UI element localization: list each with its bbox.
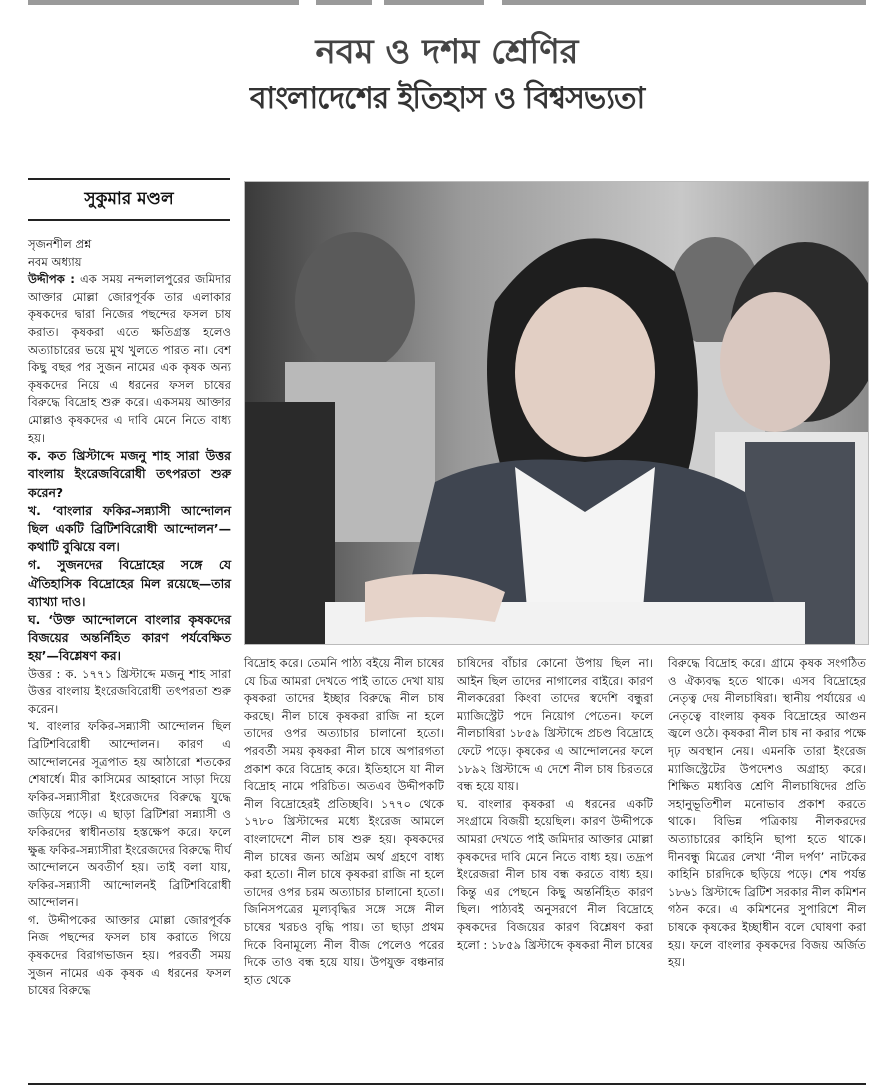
column-3: [457, 655, 653, 954]
chapter-label: নবম অধ্যায়: [28, 254, 82, 269]
author-rule-top: [28, 178, 230, 180]
top-bar-right: [502, 0, 866, 5]
class-kicker: নবম ও দশম শ্রেণির: [315, 32, 579, 72]
top-bar-mid-2: [384, 0, 484, 5]
question-gha: ঘ. ‘উক্ত আন্দোলনে বাংলার কৃষকদের বিজয়ের অন্তর্নিহিত কারণ পর্যবেক্ষিত হয়’—বিশ্লেষণ কর।: [28, 611, 231, 664]
column-3-para-1: চাষিদের বাঁচার কোনো উপায় ছিল না। আইন ছিল তাদের নাগালের বাইরে। কারণ নীলকরেরা কিংবা তাদের স্বদেশি বন্ধুরা ম্যাজিস্ট্রেট পদে নিয়োগ পেতেন। ফলে নীলচাষিরা ১৮৫৯ খ্রিস্টাব্দে প্রচণ্ড বিদ্রোহে ফেটে পড়ে। কৃষকের এ আন্দোলনের ফলে ১৮৯২ খ্রিস্টাব্দে এ দেশে নীল চাষ চিরতরে বন্ধ হয়ে যায়।: [457, 656, 653, 794]
column-2-text: বিদ্রোহ করে। তেমনি পাঠ্য বইয়ে নীল চাষের যে চিত্র আমরা দেখতে পাই তাতে দেখা যায় কৃষকরা তাদের ইচ্ছার বিরুদ্ধে নীল চাষ করছে। নীল চাষে কৃষকরা রাজি না হলে তাদের ওপর অত্যাচার চালানো হতো। পরবর্তী সময় কৃষকরা নীল চাষে অপারগতা প্রকাশ করে বিদ্রোহ করে। ইতিহাসে যা নীল বিদ্রোহ নামে পরিচিত। অতএব উদ্দীপকটি নীল বিদ্রোহেরই প্রতিচ্ছবি। ১৭৭০ থেকে ১৭৮০ খ্রিস্টাব্দের মধ্যে ইংরেজ আমলে বাংলাদেশে নীল চাষ শুরু হয়। কৃষকদের নীল চাষের জন্য অগ্রিম অর্থ গ্রহণে বাধ্য করা হতো। নীল চাষে কৃষকরা রাজি না হলে তাদের ওপর চরম অত্যাচার চালানো হতো। জিনিসপত্রের মূল্যবৃদ্ধির সঙ্গে সঙ্গে নীল চাষের খরচও বৃদ্ধি পায়। তা ছাড়া প্রথম দিকে বিনামূল্যে নীল বীজ পেলেও পরের দিকে তাও বন্ধ হয়ে যায়। উপযুক্ত বঞ্চনার হাত থেকে: [244, 656, 444, 987]
top-bar-left: [28, 0, 299, 5]
column-2: [244, 655, 444, 989]
answer-ka: উত্তর : ক. ১৭৭১ খ্রিস্টাব্দে মজনু শাহ সারা উত্তর বাংলায় ইংরেজবিরোধী তৎপরতা শুরু করেন।: [28, 666, 231, 716]
author-rule-bottom: [28, 219, 230, 221]
answer-kha: খ. বাংলার ফকির-সন্ন্যাসী আন্দোলন ছিল ব্রিটিশবিরোধী আন্দোলন। কারণ এ আন্দোলনের সূত্রপাত হয় আঠারো শতকের শেষার্ধে। মীর কাসিমের আহ্বানে সাড়া দিয়ে ফকির-সন্ন্যাসীরা ইংরেজদের বিরুদ্ধে যুদ্ধে জড়িয়ে পড়ে। এ ছাড়া ব্রিটিশরা সন্ন্যাসী ও ফকিরদের স্বাধীনতায় হস্তক্ষেপ করে। ফলে ক্ষুব্ধ ফকির-সন্ন্যাসীরা ইংরেজদের বিরুদ্ধে দীর্ঘ আন্দোলনে অবতীর্ণ হয়। তাই বলা যায়, ফকির-সন্ন্যাসী আন্দোলনই ব্রিটিশবিরোধী আন্দোলন।: [28, 719, 231, 910]
column-3-para-2: ঘ. বাংলার কৃষকরা এ ধরনের একটি সংগ্রামে বিজয়ী হয়েছিল। কারণ উদ্দীপকে আমরা দেখতে পাই জমিদার আক্তার মোল্লা কৃষকদের দাবি মেনে নিতে বাধ্য হয়। তদ্রূপ ইংরেজরা নীল চাষ বন্ধ করতে বাধ্য হয়। কিন্তু এর পেছনে কিছু অন্তর্নিহিত কারণ ছিল। পাঠ্যবই অনুসরণে নীল বিদ্রোহে কৃষকদের বিজয়ের কারণ বিশ্লেষণ করা হলো : ১৮৫৯ খ্রিস্টাব্দে কৃষকরা নীল চাষের: [457, 796, 653, 952]
top-bar-mid-1: [316, 0, 372, 5]
question-kha: খ. ‘বাংলার ফকির-সন্ন্যাসী আন্দোলন ছিল একটি ব্রিটিশবিরোধী আন্দোলন’—কথাটি বুঝিয়ে বল।: [28, 502, 231, 555]
answer-ga: গ. উদ্দীপকের আক্তার মোল্লা জোরপূর্বক নিজ পছন্দের ফসল চাষ করাতে গিয়ে কৃষকদের বিরাগভাজন হয়। পরবর্তী সময় সুজন নামের এক কৃষক এ ধরনের ফসল চাষের বিরুদ্ধে: [28, 912, 231, 998]
bottom-rule: [28, 1083, 866, 1085]
photo-illustration: [245, 182, 868, 644]
column-4: [668, 655, 866, 972]
stimulus-label: উদ্দীপক :: [28, 272, 75, 287]
column-4-text: বিরুদ্ধে বিদ্রোহ করে। গ্রামে কৃষক সংগঠিত ও ঐক্যবদ্ধ হতে থাকে। এসব বিদ্রোহের নেতৃত্ব দেয় নীলচাষিরা। স্থানীয় পর্যায়ের এ নেতৃত্বে বাংলায় কৃষক বিদ্রোহের আগুন জ্বলে ওঠে। কৃষকরা নীল চাষ না করার পক্ষে দৃঢ় অবস্থান নেয়। এমনকি তারা ইংরেজ ম্যাজিস্ট্রেটের উপদেশও অগ্রাহ্য করে। শিক্ষিত মধ্যবিত্ত শ্রেণি নীলচাষিদের প্রতি সহানুভূতিশীল মনোভাব প্রকাশ করতে থাকে। বিভিন্ন পত্রিকায় নীলকরদের অত্যাচারের কাহিনি ছাপা হতে থাকে। দীনবন্ধু মিত্রের লেখা ‘নীল দর্পণ’ নাটকের কাহিনি চারদিকে ছড়িয়ে পড়ে। শেষ পর্যন্ত ১৮৬১ খ্রিস্টাব্দে ব্রিটিশ সরকার নীল কমিশন গঠন করে। এ কমিশনের সুপারিশে নীল চাষকে কৃষকের ইচ্ছাধীন বলে ঘোষণা করা হয়। ফলে বাংলার কৃষকদের বিজয় অর্জিত হয়।: [668, 656, 866, 970]
stimulus-text: এক সময় নন্দলালপুরের জমিদার আক্তার মোল্লা জোরপূর্বক তার এলাকার কৃষকদের দ্বারা নিজের পছন্দের ফসল চাষ করাত। কৃষকরা এতে ক্ষতিগ্রস্ত হলেও অত্যাচারের ভয়ে মুখ খুলতে পারত না। বেশ কিছু বছর পর সুজন নামের এক কৃষক অন্য কৃষকদের নিয়ে এ ধরনের ফসল চাষের বিরুদ্ধে বিদ্রোহ শুরু করে। একসময় আক্তার মোল্লাও কৃষকদের এ দাবি মেনে নিতে বাধ্য হয়।: [28, 272, 231, 445]
page-title: বাংলাদেশের ইতিহাস ও বিশ্বসভ্যতা: [249, 81, 645, 116]
author-name: সুকুমার মণ্ডল: [84, 189, 174, 209]
question-ka: ক. কত খ্রিস্টাব্দে মজনু শাহ সারা উত্তর বাংলায় ইংরেজবিরোধী তৎপরতা শুরু করেন?: [28, 448, 231, 500]
stimulus-paragraph: [28, 271, 231, 447]
question-ga: গ. সুজনদের বিদ্রোহের সঙ্গে যে ঐতিহাসিক বিদ্রোহের মিল রয়েছে—তার ব্যাখ্যা দাও।: [28, 557, 231, 609]
section-label: সৃজনশীল প্রশ্ন: [28, 237, 92, 251]
column-1: [28, 236, 231, 1000]
students-exam-photo: [244, 181, 869, 645]
